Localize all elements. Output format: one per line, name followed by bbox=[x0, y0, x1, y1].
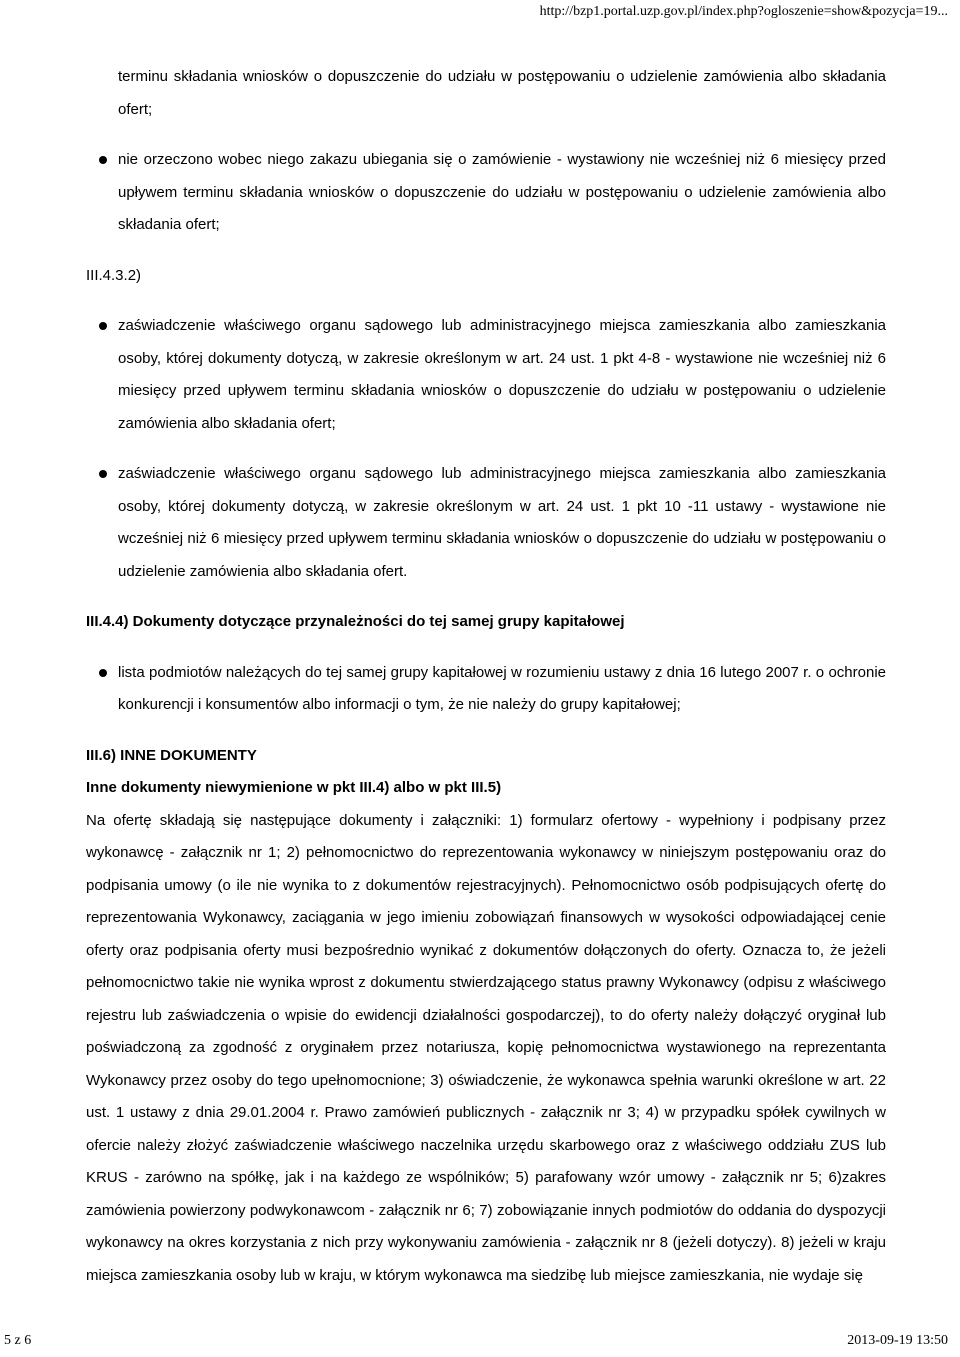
continuation-text: terminu składania wniosków o dopuszczenie do udziału w postępowaniu o udzielenie zamówienia albo składania ofert; bbox=[118, 68, 886, 118]
list-item: zaświadczenie właściwego organu sądowego lub administracyjnego miejsca zamieszkania albo zamieszkania osoby, której dokumenty dotyczą, w zakresie określonym w art. 24 ust. 1 pkt 4-8 - wystawione nie wcześniej niż 6 miesięcy przed upływem terminu składania wniosków o dopuszczenie do udziału w postępowaniu o udzielenie zamówienia albo składania ofert; bbox=[86, 310, 886, 440]
section-label-iii-4-4: III.4.4) Dokumenty dotyczące przynależności do tej samej grupy kapitałowej bbox=[86, 613, 625, 630]
list-item: lista podmiotów należących do tej samej grupy kapitałowej w rozumieniu ustawy z dnia 16 lutego 2007 r. o ochronie konkurencji i konsumentów albo informacji o tym, że nie należy do grupy kapitałowej; bbox=[86, 657, 886, 722]
list-item: zaświadczenie właściwego organu sądowego lub administracyjnego miejsca zamieszkania albo zamieszkania osoby, której dokumenty dotyczą, w zakresie określonym w art. 24 ust. 1 pkt 10 -11 ustawy - wystawione nie wcześniej niż 6 miesięcy przed upływem terminu składania wniosków o dopuszczenie do udziału w postępowaniu o udzielenie zamówienia albo składania ofert. bbox=[86, 458, 886, 588]
section-subheading: Inne dokumenty niewymienione w pkt III.4) albo w pkt III.5) bbox=[86, 779, 502, 796]
section-body: Na ofertę składają się następujące dokumenty i załączniki: 1) formularz ofertowy - wypełniony i podpisany przez wykonawcę - załącznik nr 1; 2) pełnomocnictwo do reprezentowania wykonawcy w niniejszym postępowaniu oraz do podpisania umowy (o ile nie wynika to z dokumentów rejestracyjnych). Pełnomocnictwo osób podpisujących ofertę do reprezentowania Wykonawcy, zaciągania w jego imieniu zobowiązań finansowych w wysokości odpowiadającej cenie oferty oraz podpisania oferty musi bezpośrednio wynikać z dokumentów dołączonych do oferty. Oznacza to, że jeżeli pełnomocnictwo takie nie wynika wprost z dokumentu stwierdzającego status prawny Wykonawcy (odpisu z właściwego rejestru lub zaświadczenia o wpisie do ewidencji działalności gospodarczej), to do oferty należy dołączyć oryginał lub poświadczoną za zgodność z oryginałem przez notariusza, kopię pełnomocnictwa wystawionego na reprezentanta Wykonawcy przez osoby do tego upełnomocnione; 3) oświadczenie, że wykonawca spełnia warunki określone w art. 22 ust. 1 ustawy z dnia 29.01.2004 r. Prawo zamówień publicznych - załącznik nr 3; 4) w przypadku spółek cywilnych w ofercie należy złożyć zaświadczenie właściwego naczelnika urzędu skarbowego oraz z właściwego oddziału ZUS lub KRUS - zarówno na spółkę, jak i na każdego ze wspólników; 5) parafowany wzór umowy - załącznik nr 5; 6)zakres zamówienia powierzony podwykonawcom - załącznik nr 6; 7) zobowiązanie innych podmiotów do oddania do dyspozycji wykonawcy na okres korzystania z nich przy wykonywaniu zamówienia - załącznik nr 8 (jeżeli dotyczy). 8) jeżeli w kraju miejsca zamieszkania osoby lub w kraju, w którym wykonawca ma siedzibę lub miejsce zamieszkania, nie wydaje się bbox=[86, 811, 886, 1284]
list-item: nie orzeczono wobec niego zakazu ubiegania się o zamówienie - wystawiony nie wcześniej niż 6 miesięcy przed upływem terminu składania wniosków o dopuszczenie do udziału w postępowaniu o udzielenie zamówienia albo składania ofert; bbox=[86, 144, 886, 242]
document-content bbox=[86, 61, 886, 1292]
section-heading-iii-6: III.6) INNE DOKUMENTY bbox=[86, 746, 257, 764]
section-label-iii-4-3-2: III.4.3.2) bbox=[86, 266, 142, 284]
print-footer bbox=[0, 1333, 960, 1351]
print-header-url: http://bzp1.portal.uzp.gov.pl/index.php?ogloszenie=show&pozycja=19... bbox=[539, 4, 948, 19]
print-timestamp: 2013-09-19 13:50 bbox=[847, 1333, 948, 1348]
page-number: 5 z 6 bbox=[4, 1333, 32, 1348]
